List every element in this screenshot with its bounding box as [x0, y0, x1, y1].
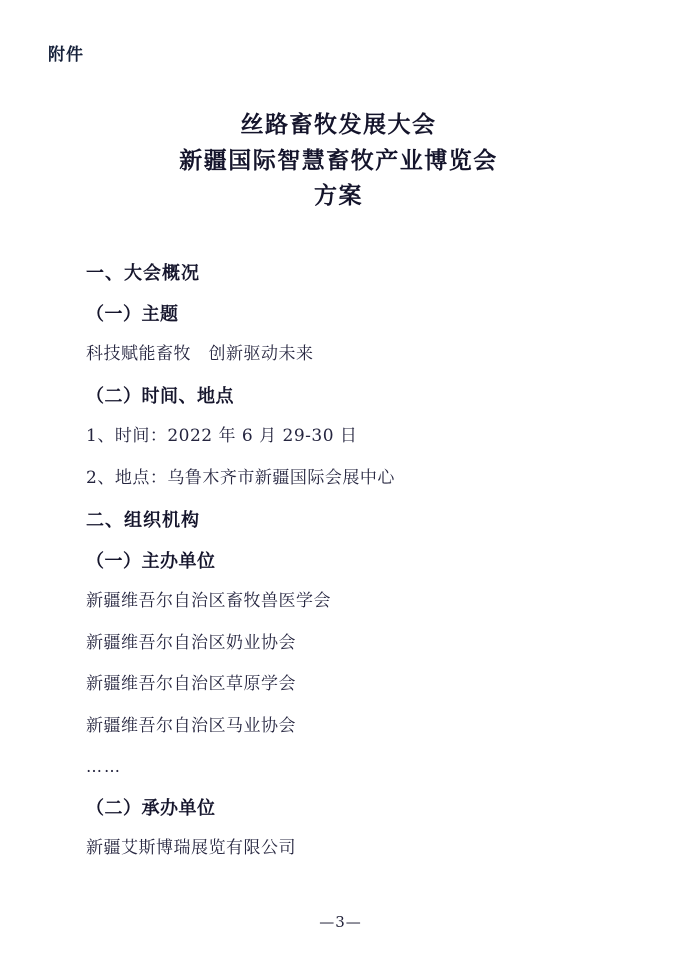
section-heading: 一、大会概况 [86, 262, 200, 284]
title-line-3: 方案 [314, 182, 363, 210]
subsection-heading: （一）主办单位 [86, 551, 216, 573]
page-number: —3— [319, 913, 362, 931]
title-line-1: 丝路畜牧发展大会 [240, 111, 437, 138]
subsection-heading: （一）主题 [86, 303, 179, 325]
document-body [48, 260, 629, 862]
paragraph: 新疆艾斯博瑞展览有限公司 [86, 838, 296, 859]
attachment-label: 附件 [48, 45, 84, 65]
title-line-2: 新疆国际智慧畜牧产业博览会 [179, 146, 498, 174]
paragraph: 新疆维吾尔自治区畜牧兽医学会 [86, 591, 331, 612]
subsection-heading: （二）承办单位 [86, 798, 216, 820]
subsection-heading: （二）时间、地点 [86, 386, 234, 408]
paragraph: 新疆维吾尔自治区奶业协会 [86, 632, 296, 653]
section-heading: 二、组织机构 [86, 510, 200, 532]
document-title [48, 107, 629, 214]
paragraph: 科技赋能畜牧 创新驱动未来 [86, 343, 314, 364]
paragraph: 新疆维吾尔自治区马业协会 [86, 715, 296, 736]
paragraph-ellipsis: …… [86, 757, 122, 777]
paragraph: 1、时间：2022 年 6 月 29-30 日 [86, 426, 358, 447]
paragraph: 新疆维吾尔自治区草原学会 [86, 674, 296, 695]
paragraph: 2、地点：乌鲁木齐市新疆国际会展中心 [86, 467, 395, 488]
